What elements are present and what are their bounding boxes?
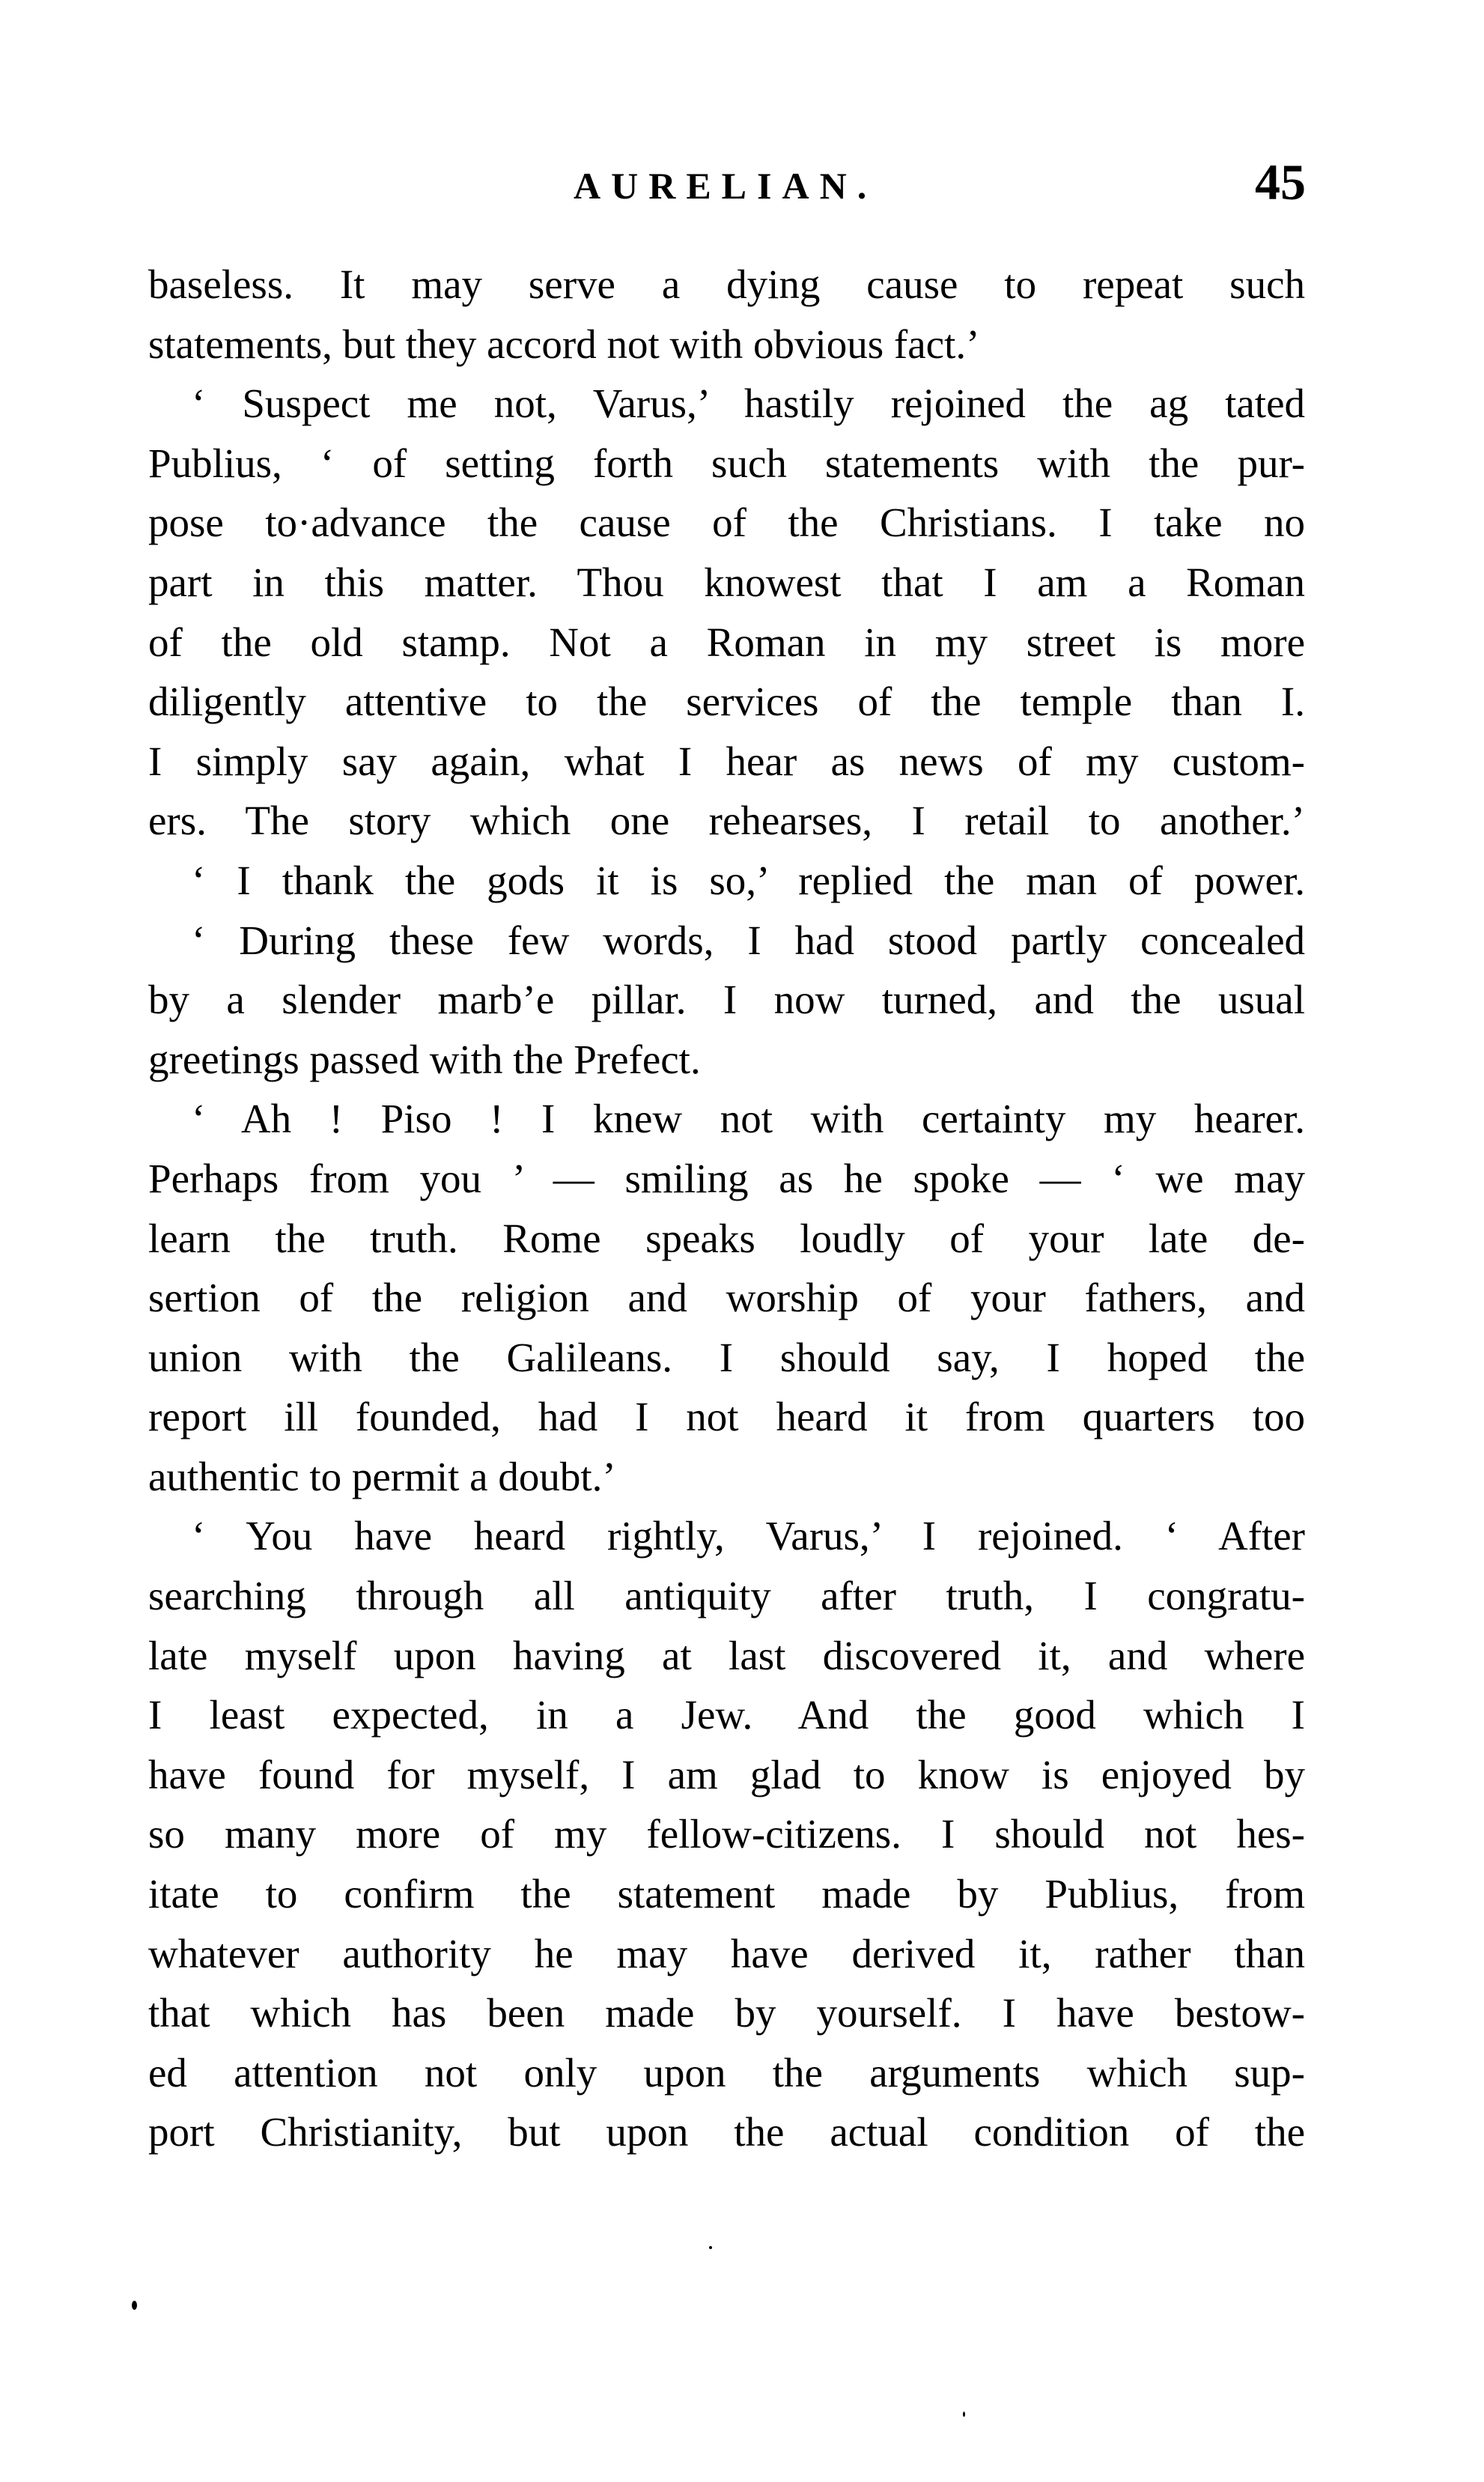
text-line: report ill founded, had I not heard it from quarters too — [148, 1394, 1305, 1440]
text-line: ed attention not only upon the arguments which sup- — [148, 2049, 1305, 2096]
text-line: diligently attentive to the services of the temple than I. — [148, 679, 1305, 725]
scan-speck — [709, 2246, 712, 2249]
text-line: pose to·advance the cause of the Christians. I take no — [148, 500, 1305, 546]
scan-speck — [132, 2301, 137, 2310]
text-line: greetings passed with the Prefect. — [148, 1036, 701, 1082]
scan-speck — [963, 2412, 965, 2417]
text-line: ‘ You have heard rightly, Varus,’ I rejoined. ‘ After — [192, 1513, 1305, 1559]
text-line: part in this matter. Thou knowest that I am a Roman — [148, 559, 1305, 605]
text-line: so many more of my fellow-citizens. I should not hes- — [148, 1811, 1305, 1857]
text-line: ‘ Suspect me not, Varus,’ hastily rejoined the ag tated — [192, 380, 1305, 427]
text-line: of the old stamp. Not a Roman in my street is more — [148, 619, 1305, 665]
text-line: ‘ I thank the gods it is so,’ replied the man of power. — [192, 857, 1305, 903]
text-line: ‘ Ah ! Piso ! I knew not with certainty my hearer. — [192, 1096, 1305, 1142]
text-line: ‘ During these few words, I had stood partly concealed — [192, 917, 1305, 963]
text-line: I least expected, in a Jew. And the good which I — [148, 1692, 1305, 1738]
text-line: baseless. It may serve a dying cause to repeat such — [148, 261, 1305, 307]
text-line: learn the truth. Rome speaks loudly of your late de- — [148, 1215, 1305, 1261]
text-line: Publius, ‘ of setting forth such statements with the pur- — [148, 440, 1305, 486]
text-line: I simply say again, what I hear as news of my custom- — [148, 738, 1305, 784]
text-line: statements, but they accord not with obvious fact.’ — [148, 321, 980, 367]
body-text — [148, 255, 1305, 2162]
text-line: Perhaps from you ’ — smiling as he spoke — ‘ we may — [148, 1155, 1305, 1201]
text-line: late myself upon having at last discovered it, and where — [148, 1632, 1305, 1678]
text-line: whatever authority he may have derived it, rather than — [148, 1930, 1305, 1976]
text-line: that which has been made by yourself. I have bestow- — [148, 1990, 1305, 2036]
text-line: sertion of the religion and worship of your fathers, and — [148, 1275, 1305, 1321]
text-line: union with the Galileans. I should say, I hoped the — [148, 1334, 1305, 1380]
text-line: searching through all antiquity after truth, I congratu- — [148, 1573, 1305, 1619]
text-line: by a slender marb’e pillar. I now turned, and the usual — [148, 977, 1305, 1023]
text-line: itate to confirm the statement made by Publius, from — [148, 1871, 1305, 1917]
page-number: 45 — [1255, 154, 1306, 210]
text-line: authentic to permit a doubt.’ — [148, 1453, 616, 1499]
text-line: port Christianity, but upon the actual condition of the — [148, 2109, 1305, 2155]
text-line: ers. The story which one rehearses, I retail to another.’ — [148, 798, 1305, 844]
text-line: have found for myself, I am glad to know is enjoyed by — [148, 1751, 1305, 1797]
running-title: AURELIAN. — [574, 165, 878, 207]
running-head — [0, 154, 1484, 210]
